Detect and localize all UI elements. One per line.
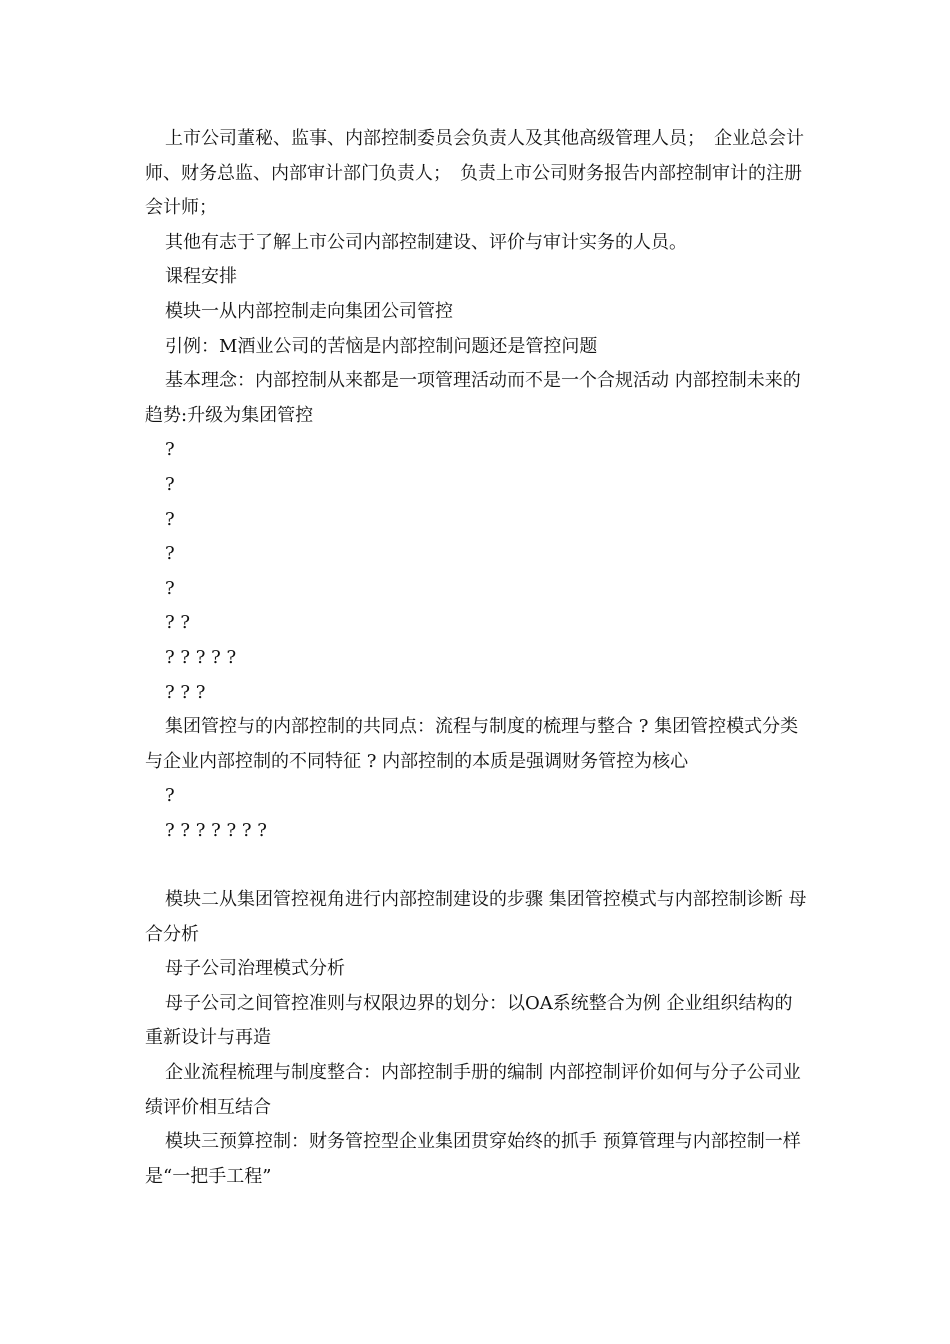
paragraph-placeholder-2: ? — [165, 473, 175, 495]
paragraph-placeholder-3: ? — [165, 508, 175, 530]
paragraph-placeholder-6: ? ? — [165, 612, 191, 634]
paragraph-placeholder-10: ? ? ? ? ? ? ? — [165, 819, 267, 841]
paragraph-module-two-title: 模块二从集团管控视角进行内部控制建设的步骤 集团管控模式与内部控制诊断 母合分析 — [145, 889, 807, 945]
paragraph-placeholder-9: ? — [165, 785, 175, 807]
paragraph-governance-model: 母子公司治理模式分析 — [165, 958, 345, 980]
paragraph-spacer — [145, 848, 810, 883]
paragraph-placeholder-7: ? ? ? ? ? — [165, 646, 237, 668]
paragraph-course-schedule-heading: 课程安排 — [165, 266, 237, 288]
document-body — [145, 122, 810, 1194]
paragraph-process-integration: 企业流程梳理与制度整合：内部控制手册的编制 内部控制评价如何与分子公司业绩评价相互结合 — [145, 1062, 801, 1118]
paragraph-audience-others: 其他有志于了解上市公司内部控制建设、评价与审计实务的人员。 — [165, 231, 687, 253]
paragraph-basic-concept: 基本理念：内部控制从来都是一项管理活动而不是一个合规活动 内部控制未来的趋势:升级为集团管控 — [145, 370, 801, 426]
paragraph-case-example: 引例：M酒业公司的苦恼是内部控制问题还是管控问题 — [165, 335, 598, 357]
paragraph-placeholder-4: ? — [165, 543, 175, 565]
paragraph-module-one-title: 模块一从内部控制走向集团公司管控 — [165, 300, 453, 322]
paragraph-placeholder-8: ? ? ? — [165, 681, 206, 703]
paragraph-common-points: 集团管控与的内部控制的共同点：流程与制度的梳理与整合 ? 集团管控模式分类与企业内部控制的不同特征 ? 内部控制的本质是强调财务管控为核心 — [145, 716, 799, 772]
paragraph-audience-executives: 上市公司董秘、监事、内部控制委员会负责人及其他高级管理人员； 企业总会计师、财务总监、内部审计部门负责人； 负责上市公司财务报告内部控制审计的注册会计师； — [145, 128, 804, 219]
paragraph-placeholder-1: ? — [165, 439, 175, 461]
paragraph-placeholder-5: ? — [165, 577, 175, 599]
paragraph-control-boundaries: 母子公司之间管控准则与权限边界的划分：以OA系统整合为例 企业组织结构的重新设计与再造 — [145, 992, 793, 1049]
paragraph-module-three-title: 模块三预算控制：财务管控型企业集团贯穿始终的抓手 预算管理与内部控制一样是“一把手工程” — [145, 1131, 801, 1187]
